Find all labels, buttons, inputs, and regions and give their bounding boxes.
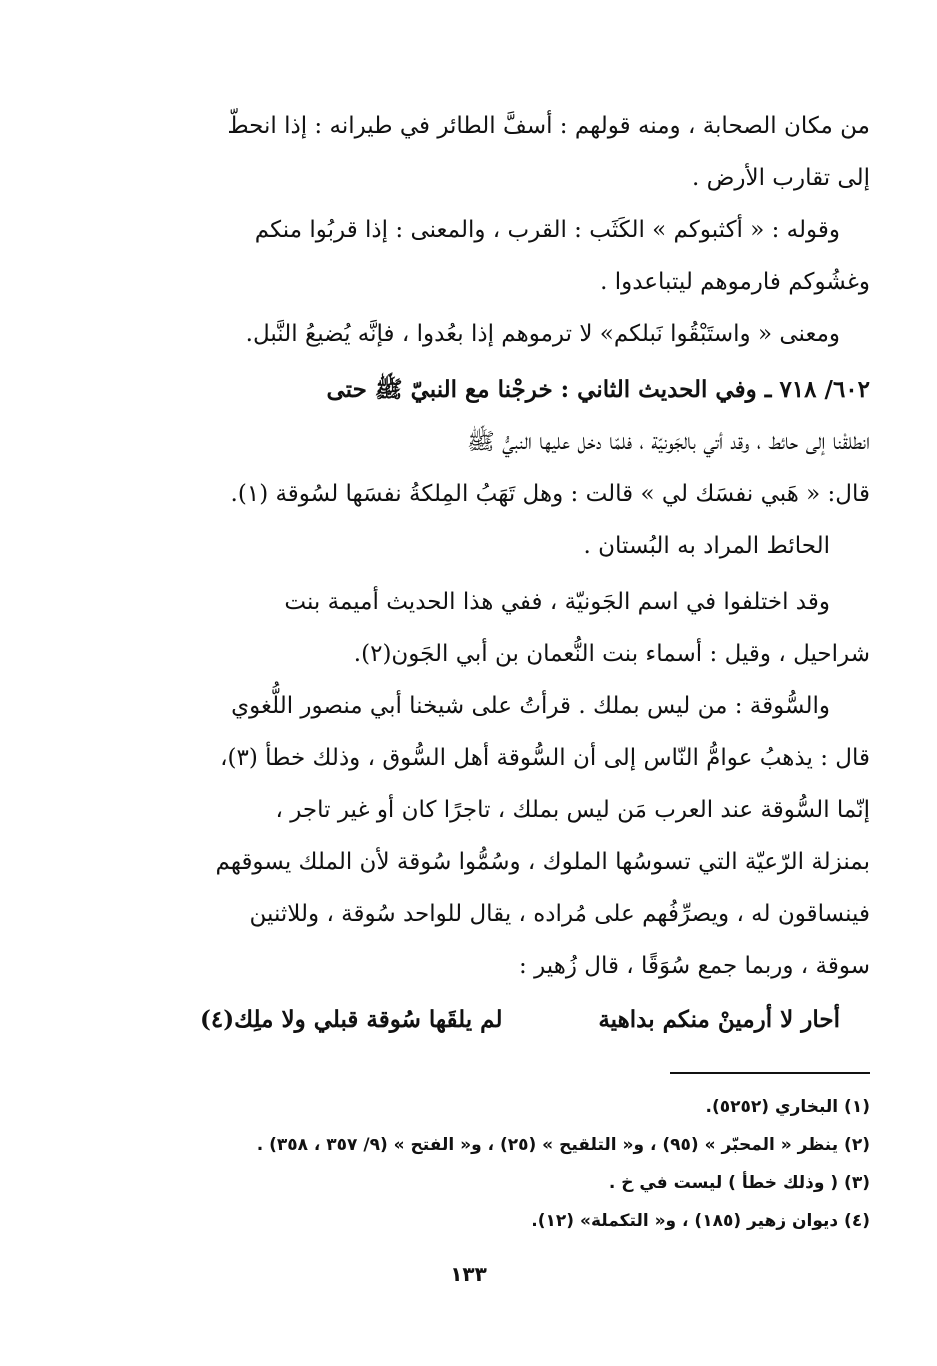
footnote-divider	[670, 1072, 870, 1074]
body-line: قال : يذهبُ عوامُّ النّاس إلى أن السُّوقة أهل السُّوق ، وذلك خطأ (٣)،	[220, 745, 870, 771]
body-line: إنّما السُّوقة عند العرب مَن ليس بملك ، تاجرًا كان أو غير تاجر ،	[275, 797, 870, 823]
body-line: وقوله : « أكثبوكم » الكَثَب : القرب ، والمعنى : إذا قربُوا منكم	[254, 217, 840, 243]
verse-second-hemistich: لم يلقَها سُوقة قبلي ولا ملِك(٤)	[200, 1006, 503, 1033]
body-line: وغشُوكم فارموهم ليتباعدوا .	[600, 269, 870, 295]
body-line: سوقة ، وربما جمع سُوَقًا ، قال زُهير :	[519, 953, 870, 979]
body-line: الحائط المراد به البُستان .	[583, 533, 830, 559]
footnote-item: (٣) ( وذلك خطأ ) ليست في خ .	[608, 1173, 870, 1193]
body-line: شراحيل ، وقيل : أسماء بنت النُّعمان بن أبي الجَون(٢).	[353, 641, 870, 667]
body-line: فينساقون له ، ويصرِّفُهم على مُراده ، يقال للواحد سُوقة ، وللاثنين	[249, 901, 870, 927]
verse-first-hemistich: أحار لا أرمينْ منكم بداهية	[598, 1006, 840, 1033]
page-number: ١٣٣	[450, 1262, 487, 1286]
footnote-item: (٤) ديوان زهير (١٨٥) ، و« التكملة» (١٢).	[531, 1211, 870, 1231]
footnote-item: (٢) ينظر « المحبّر » (٩٥) ، و« التلقيح » (٢٥) ، و« الفتح » (٩/ ٣٥٧ ، ٣٥٨) .	[256, 1135, 870, 1155]
body-line: والسُّوقة : من ليس بملك . قرأتُ على شيخنا أبي منصور اللُّغوي	[231, 693, 830, 719]
poetry-verse	[140, 992, 870, 1048]
body-line: قال: « هَبي نفسَك لي » قالت : وهل تَهَبُ المِلكةُ نفسَها لسُوقة (١).	[230, 481, 870, 507]
footnote-item: (١) البخاري (٥٢٥٢).	[705, 1097, 870, 1117]
body-line: انطلقْنا إلى حائط ، وقد أتي بالجَونيّة ، فلمّا دخل عليها النبيُّ ﷺ	[467, 429, 870, 455]
hadith-heading-line: ٦٠٢/ ٧١٨ ـ وفي الحديث الثاني : خرجْنا مع النبيّ ﷺ حتى	[326, 376, 870, 403]
body-line: من مكان الصحابة ، ومنه قولهم : أسفَّ الطائر في طيرانه : إذا انحطّ	[227, 113, 870, 139]
page-body	[140, 100, 870, 1048]
body-line: ومعنى « واستَبْقُوا نَبلكم» لا ترموهم إذا بعُدوا ، فإنَّه يُضيعُ النَّبل.	[245, 321, 840, 347]
body-line: بمنزلة الرّعيّة التي تسوسُها الملوك ، وسُمُّوا سُوقة لأن الملك يسوقهم	[215, 849, 870, 875]
body-line: وقد اختلفوا في اسم الجَونيّة ، ففي هذا الحديث أميمة بنت	[284, 589, 830, 615]
footnotes	[140, 1088, 870, 1240]
body-line: إلى تقارب الأرض .	[691, 165, 870, 191]
